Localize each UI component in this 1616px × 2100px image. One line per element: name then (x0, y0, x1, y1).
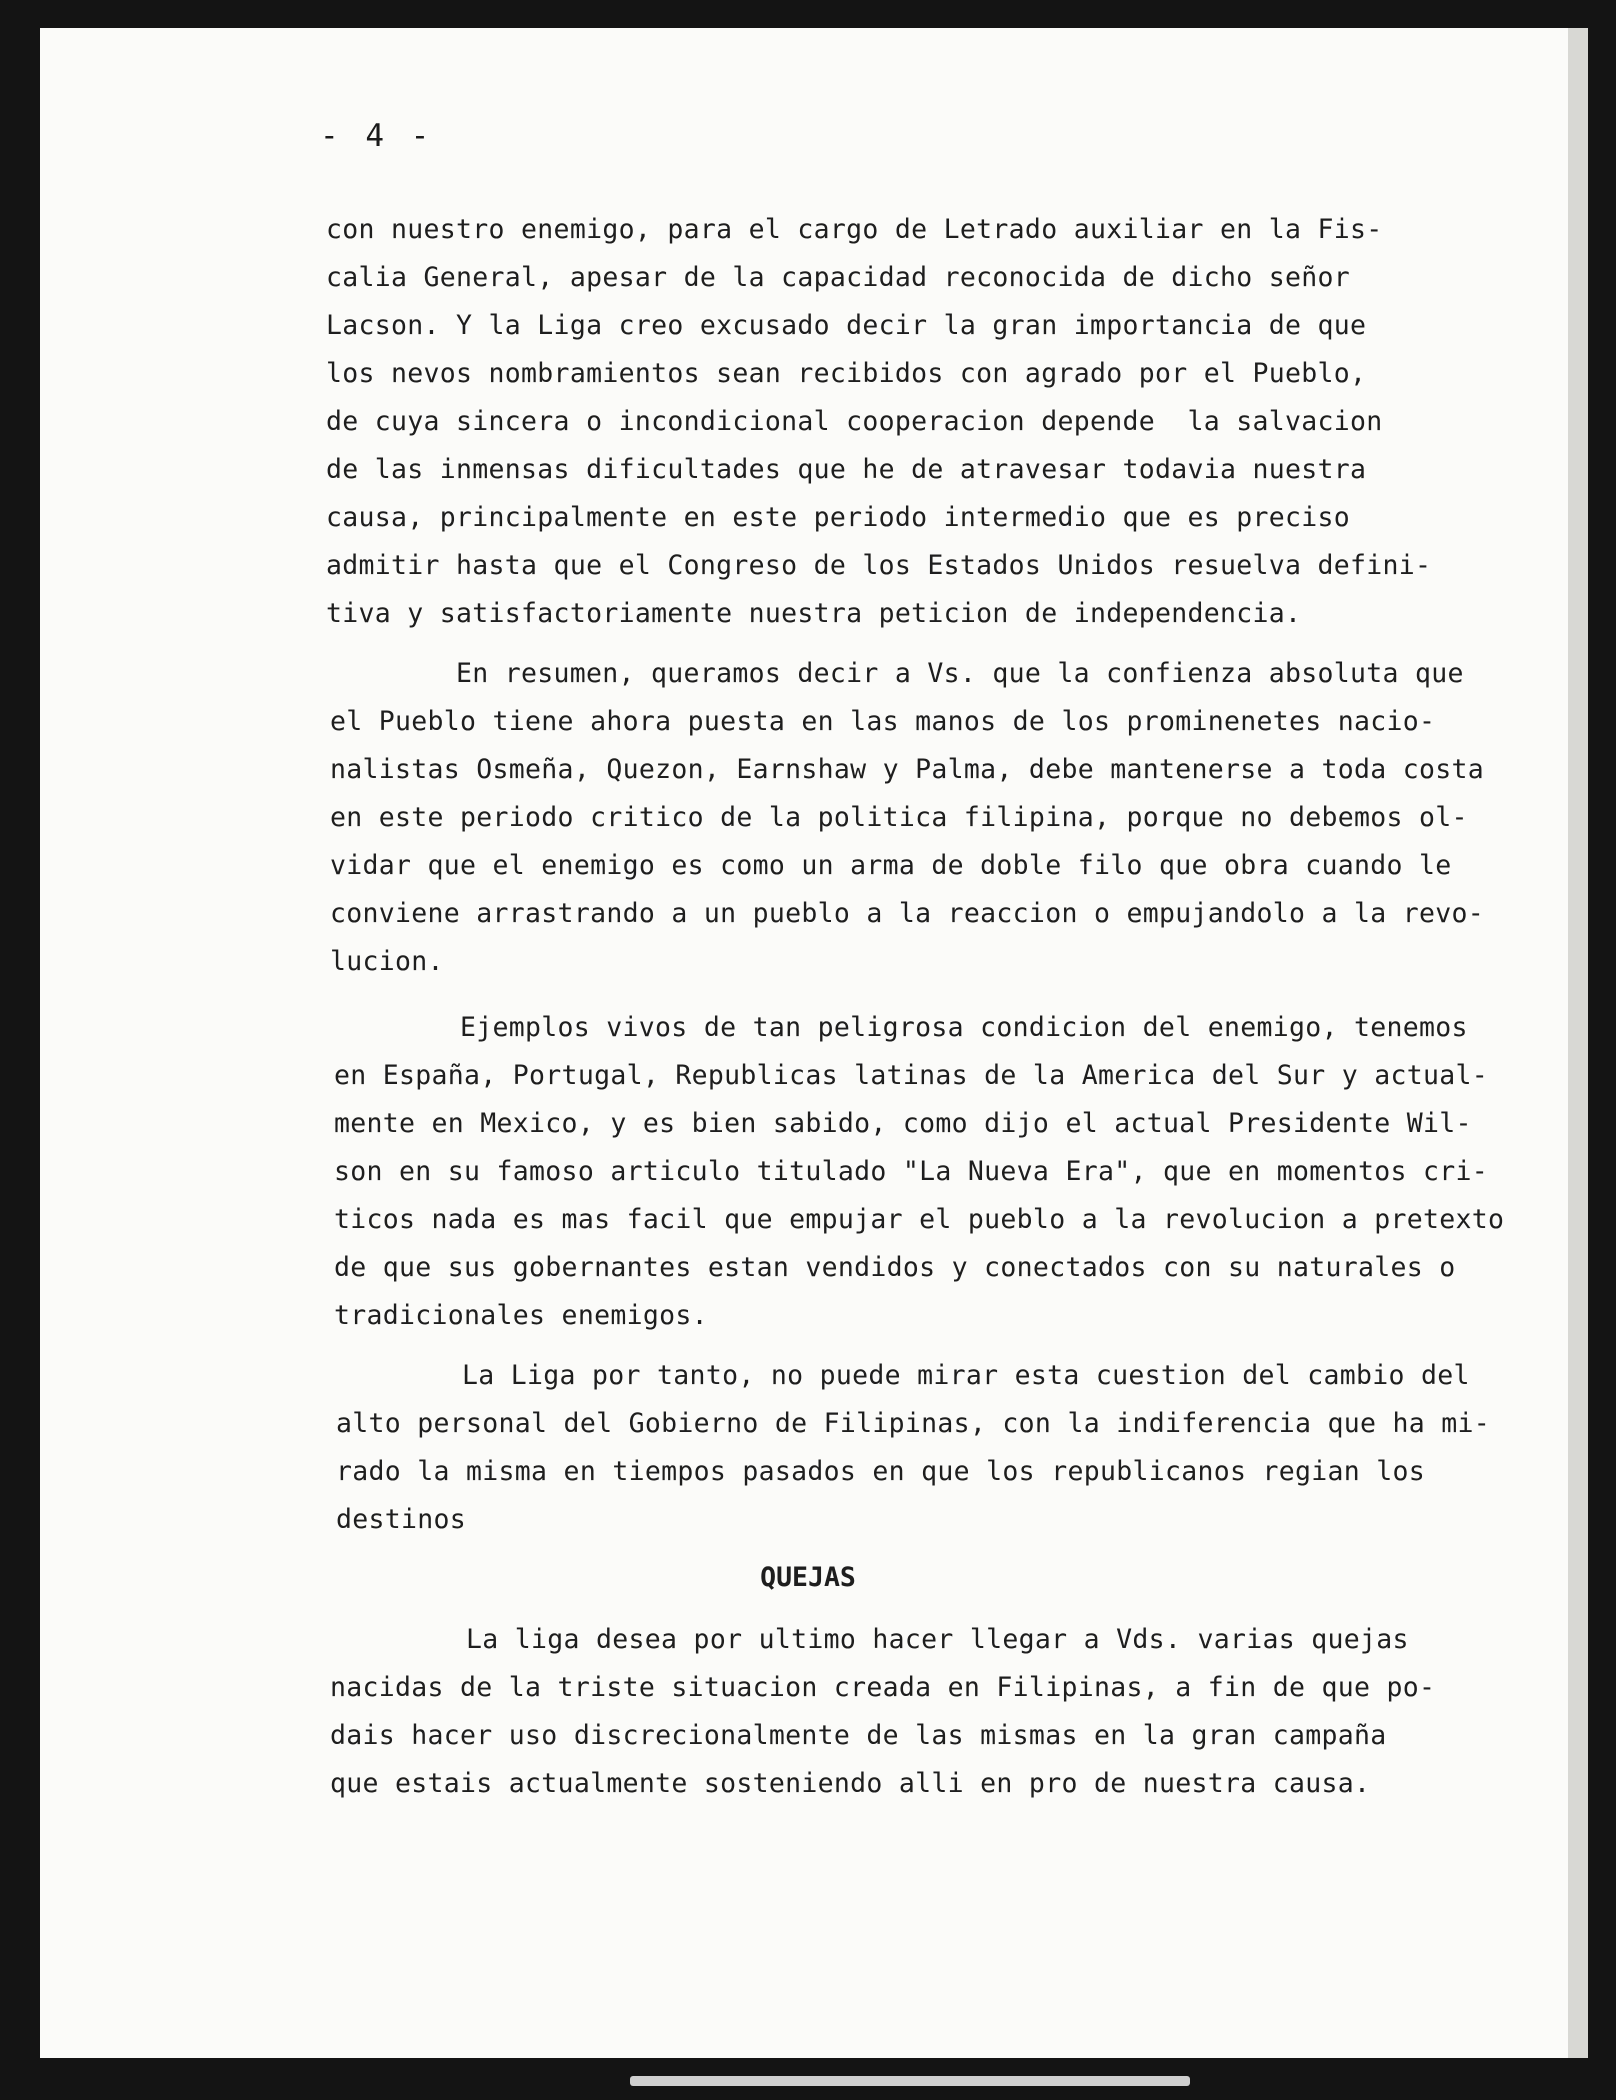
text-line: de que sus gobernantes estan vendidos y conectados con su naturales o (334, 1252, 1456, 1283)
text-line: son en su famoso articulo titulado "La Nueva Era", que en momentos cri- (334, 1156, 1489, 1187)
text-line: rado la misma en tiempos pasados en que los republicanos regian los (336, 1456, 1426, 1487)
text-line: alto personal del Gobierno de Filipinas, con la indiferencia que ha mi- (336, 1408, 1491, 1439)
text-line: nalistas Osmeña, Quezon, Earnshaw y Palma, debe mantenerse a toda costa (330, 754, 1485, 785)
text-line: vidar que el enemigo es como un arma de doble filo que obra cuando le (330, 850, 1452, 881)
text-line: destinos (336, 1504, 467, 1535)
text-line: ticos nada es mas facil que empujar el pueblo a la revolucion a pretexto (334, 1204, 1505, 1235)
text-line: tradicionales enemigos. (334, 1300, 708, 1331)
film-strip (630, 2076, 1190, 2086)
text-line: de cuya sincera o incondicional cooperacion depende la salvacion (326, 406, 1383, 437)
text-line: La liga desea por ultimo hacer llegar a Vds. varias quejas (466, 1624, 1409, 1655)
text-line: dais hacer uso discrecionalmente de las mismas en la gran campaña (330, 1720, 1387, 1751)
text-line: los nevos nombramientos sean recibidos con agrado por el Pueblo, (326, 358, 1367, 389)
text-line: admitir hasta que el Congreso de los Estados Unidos resuelva defini- (326, 550, 1432, 581)
text-line: Ejemplos vivos de tan peligrosa condicion del enemigo, tenemos (460, 1012, 1468, 1043)
text-line: de las inmensas dificultades que he de atravesar todavia nuestra (326, 454, 1367, 485)
text-line: nacidas de la triste situacion creada en Filipinas, a fin de que po- (330, 1672, 1436, 1703)
text-line: el Pueblo tiene ahora puesta en las manos de los prominenetes nacio- (330, 706, 1436, 737)
text-line: La Liga por tanto, no puede mirar esta cuestion del cambio del (462, 1360, 1470, 1391)
section-heading: QUEJAS (760, 1562, 856, 1593)
text-line: mente en Mexico, y es bien sabido, como dijo el actual Presidente Wil- (334, 1108, 1472, 1139)
text-line: con nuestro enemigo, para el cargo de Letrado auxiliar en la Fis- (326, 214, 1383, 245)
page-edge (1568, 28, 1588, 2058)
page-number: - 4 - (320, 118, 434, 154)
text-line: tiva y satisfactoriamente nuestra peticion de independencia. (326, 598, 1302, 629)
text-line: calia General, apesar de la capacidad reconocida de dicho señor (326, 262, 1351, 293)
text-line: Lacson. Y la Liga creo excusado decir la gran importancia de que (326, 310, 1367, 341)
text-line: en este periodo critico de la politica filipina, porque no debemos ol- (330, 802, 1468, 833)
text-line: En resumen, queramos decir a Vs. que la confienza absoluta que (456, 658, 1464, 689)
text-line: causa, principalmente en este periodo intermedio que es preciso (326, 502, 1351, 533)
text-line: en España, Portugal, Republicas latinas de la America del Sur y actual- (334, 1060, 1489, 1091)
text-line: lucion. (330, 946, 444, 977)
text-line: que estais actualmente sosteniendo alli en pro de nuestra causa. (330, 1768, 1371, 1799)
text-line: conviene arrastrando a un pueblo a la reaccion o empujandolo a la revo- (330, 898, 1485, 929)
